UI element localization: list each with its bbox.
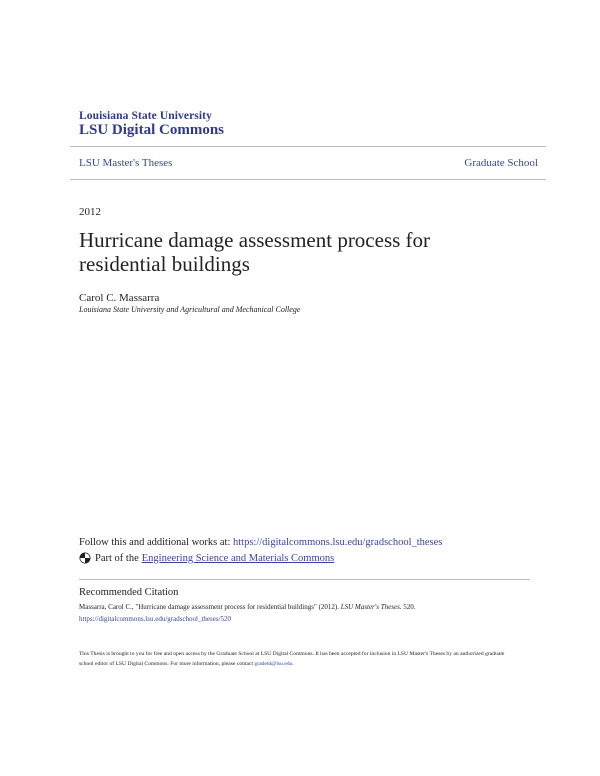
partof-prefix: Part of the [95,552,139,564]
follow-prefix: Follow this and additional works at: [79,537,231,548]
citation-url-link[interactable]: https://digitalcommons.lsu.edu/gradschool_theses/520 [79,615,232,623]
repository-name[interactable]: LSU Digital Commons [79,122,225,138]
publication-year: 2012 [79,206,101,218]
citation-text [79,603,416,611]
thesis-author: Carol C. Massarra [79,292,160,304]
contact-email-link[interactable]: gradetd@lsu.edu [254,661,293,667]
bepress-network-icon [79,552,91,564]
follow-line [79,537,442,548]
engineering-commons-link[interactable]: Engineering Science and Materials Commons [141,552,335,564]
university-name: Louisiana State University [79,110,212,122]
citation-body: Massarra, Carol C., "Hurricane damage assessment process for residential buildings" (2012). [79,603,339,611]
school-link[interactable]: Graduate School [464,157,538,169]
partof-line [79,552,334,564]
header-divider [70,146,546,147]
author-affiliation: Louisiana State University and Agricultural and Mechanical College [79,305,301,314]
notice-text: This Thesis is brought to you for free and open access by the Graduate School at LSU Digital Commons. It has been accepted for inclusion in LSU Master's Theses by an authorized graduate school editor of LSU Digital Commons. For more information, please contact [79,651,505,667]
citation-divider [79,579,530,580]
thesis-title: Hurricane damage assessment process for residential buildings [79,228,431,276]
notice-end: . [292,661,294,667]
citation-number: . 520. [399,603,416,611]
access-notice [79,649,519,669]
citation-series: LSU Master's Theses [340,603,400,611]
citation-heading: Recommended Citation [79,587,179,598]
collection-link[interactable]: LSU Master's Theses [79,157,173,169]
nav-divider [70,179,546,180]
follow-url-link[interactable]: https://digitalcommons.lsu.edu/gradschool_theses [233,537,443,548]
